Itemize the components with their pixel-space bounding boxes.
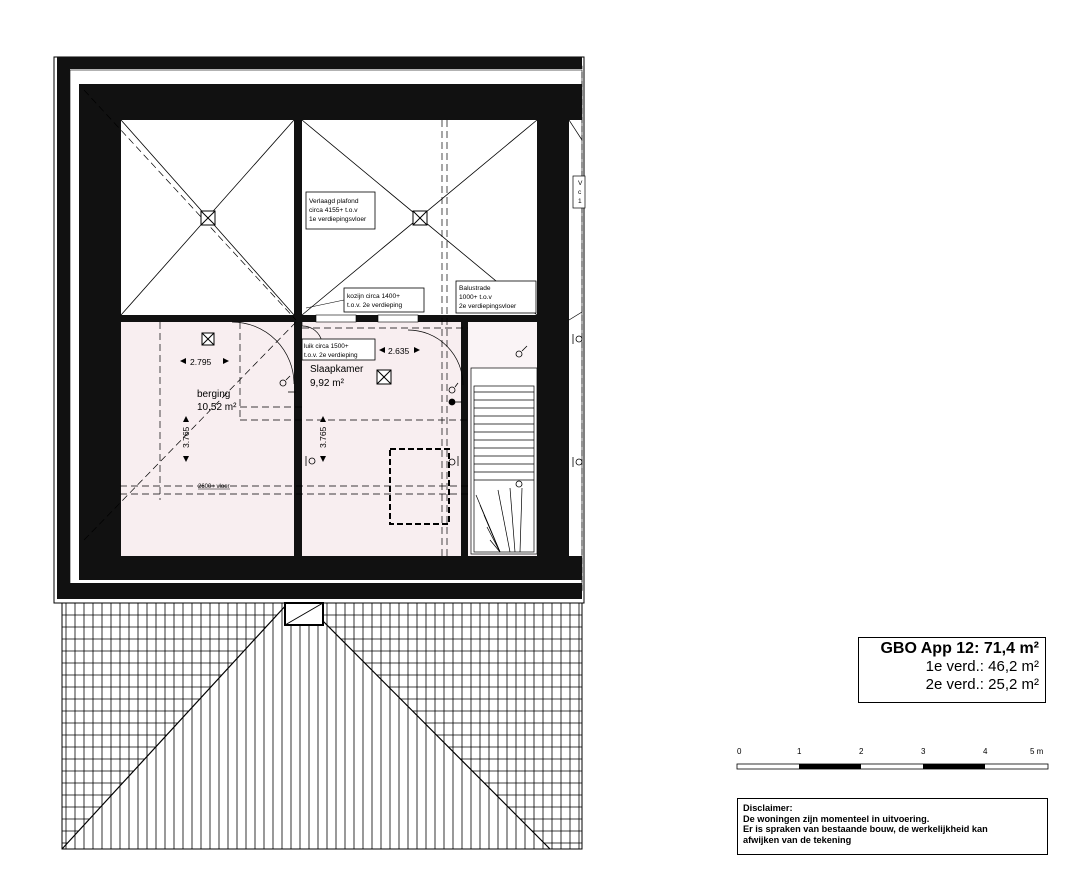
- right-room-cropped: [569, 120, 585, 320]
- gbo-title: GBO App 12: 71,4 m²: [880, 640, 1039, 657]
- disclaimer-line3: afwijken van de tekening: [743, 834, 852, 845]
- floor-line-label: 2600+ vloer: [198, 484, 230, 490]
- fixture-void-left: [201, 211, 215, 225]
- note-kozijn: [306, 288, 424, 312]
- svg-text:luik circa 1500+: luik circa 1500+: [304, 343, 349, 350]
- svg-text:c: c: [578, 189, 582, 196]
- scale-label-4: 4: [983, 747, 988, 756]
- scale-label-3: 3: [921, 747, 926, 756]
- scale-label-0: 0: [737, 747, 742, 756]
- scale-label-1: 1: [797, 747, 802, 756]
- dim-slaapkamer-depth: 3.765: [318, 426, 328, 448]
- svg-text:1e verdiepingsvloer: 1e verdiepingsvloer: [309, 216, 367, 223]
- svg-text:kozijn circa 1400+: kozijn circa 1400+: [347, 293, 400, 300]
- berging-area: 10,52 m²: [197, 402, 237, 413]
- disclaimer-line2: Er is spraken van bestaande bouw, de werkelijkheid kan: [743, 824, 988, 834]
- dim-berging-width: 2.795: [190, 357, 212, 367]
- svg-text:2e verdiepingsvloer: 2e verdiepingsvloer: [459, 303, 517, 310]
- disclaimer-title: Disclaimer:: [743, 803, 793, 813]
- staircase: [471, 368, 537, 554]
- svg-text:Balustrade: Balustrade: [459, 285, 491, 292]
- roof-hatching: [62, 603, 582, 849]
- scale-label-2: 2: [859, 747, 864, 756]
- slaapkamer-name: Slaapkamer: [310, 364, 364, 375]
- disclaimer-line1: De woningen zijn momenteel in uitvoering.: [743, 813, 930, 824]
- svg-text:t.o.v. 2e verdieping: t.o.v. 2e verdieping: [347, 302, 403, 309]
- note-ceiling: [306, 192, 375, 229]
- gbo-area-box: [858, 637, 1046, 703]
- disclaimer-box: [737, 798, 1048, 855]
- scale-label-5: 5 m: [1030, 747, 1044, 756]
- svg-text:Verlaagd plafond: Verlaagd plafond: [309, 198, 359, 205]
- svg-text:V: V: [578, 180, 583, 187]
- svg-text:1: 1: [578, 198, 582, 205]
- svg-text:1000+ t.o.v: 1000+ t.o.v: [459, 294, 492, 301]
- slaapkamer-area: 9,92 m²: [310, 378, 344, 389]
- svg-text:t.o.v. 2e verdieping: t.o.v. 2e verdieping: [304, 352, 358, 359]
- gbo-floor2: 2e verd.: 25,2 m²: [925, 676, 1039, 693]
- note-luik: [302, 339, 375, 360]
- dim-slaapkamer-width: 2.635: [388, 346, 410, 356]
- fixture-void-right: [413, 211, 427, 225]
- svg-text:circa 4155+ t.o.v: circa 4155+ t.o.v: [309, 207, 358, 214]
- fixture-berging: [202, 333, 214, 345]
- berging-name: berging: [197, 389, 231, 400]
- gbo-floor1: 1e verd.: 46,2 m²: [925, 658, 1039, 675]
- fixture-slaapkamer: [377, 370, 391, 384]
- note-balustrade: [456, 281, 536, 313]
- dim-berging-depth: 3.765: [181, 426, 191, 448]
- scale-bar: [737, 747, 1048, 769]
